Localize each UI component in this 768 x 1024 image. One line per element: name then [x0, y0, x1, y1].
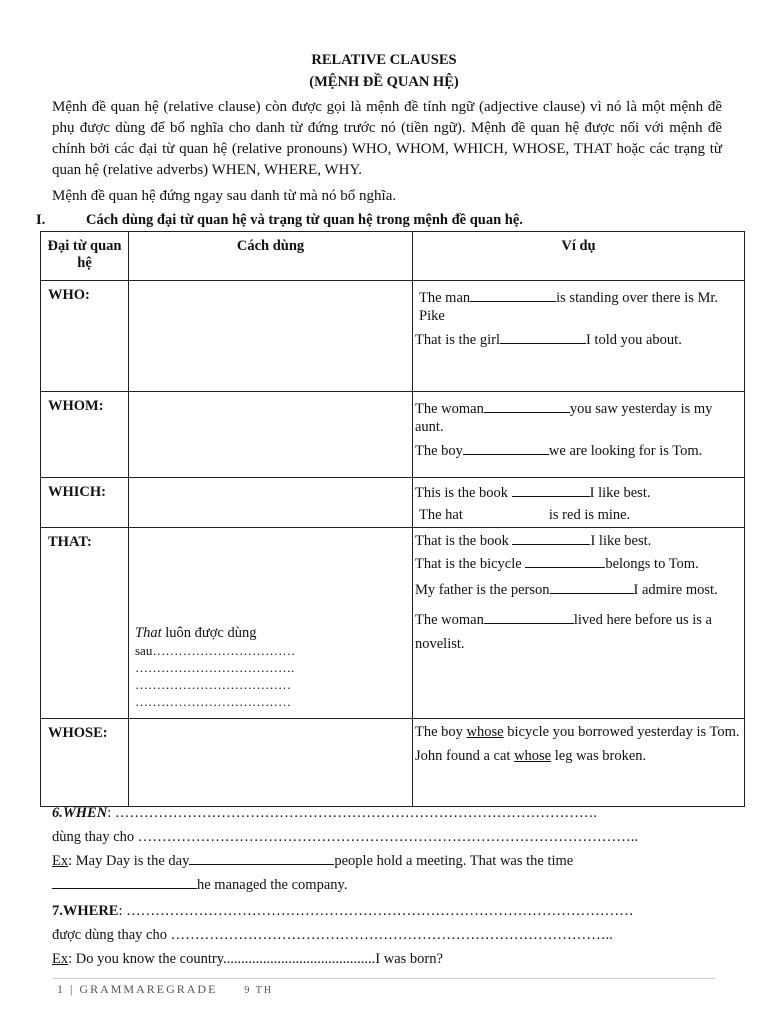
footer-grade: 9 TH: [244, 985, 274, 996]
usage-that-text: That luôn được dùng: [135, 625, 257, 641]
pronoun-cell: [41, 392, 129, 478]
pronoun-cell: [41, 719, 129, 807]
answer-blank[interactable]: [484, 611, 574, 624]
answer-blank[interactable]: [189, 852, 334, 865]
page-footer: [57, 982, 273, 997]
answer-blank[interactable]: [484, 400, 570, 413]
example-cell-that: [413, 528, 745, 719]
where-section: [52, 899, 732, 971]
answer-blank[interactable]: [52, 876, 197, 889]
when-example-line: he managed the company.: [52, 873, 732, 897]
example-line: The hat is red is mine.: [419, 507, 631, 523]
answer-blank[interactable]: [463, 442, 549, 455]
pronoun-that: THAT:: [48, 534, 92, 550]
where-usage-line: được dùng thay cho ………………………………………………………………………………..: [52, 927, 613, 943]
example-line: That is the book I like best.: [415, 533, 652, 549]
usage-cell-whom: [129, 392, 413, 478]
example-line: The boy we are looking for is Tom.: [415, 443, 703, 459]
table-row: [41, 528, 745, 719]
pronoun-cell: [41, 528, 129, 719]
relative-pronoun-table: [40, 231, 745, 807]
example-line: This is the book I like best.: [415, 485, 651, 501]
header-usage: Cách dùng: [129, 232, 413, 281]
table-row: [41, 719, 745, 807]
when-section: [52, 801, 732, 897]
usage-cell-who: [129, 281, 413, 392]
where-heading-line: 7.WHERE: ……………………………………………………………………………………………: [52, 903, 634, 919]
pronoun-cell: [41, 478, 129, 528]
when-heading-line: 6.WHEN: ……………………………………………………………………………………….: [52, 805, 597, 821]
usage-cell-which: [129, 478, 413, 528]
example-cell-whose: [413, 719, 745, 807]
example-line: The man is standing over there is Mr. Pike: [419, 290, 719, 324]
example-line: John found a cat whose leg was broken.: [415, 748, 647, 764]
example-line: The woman you saw yesterday is my aunt.: [415, 401, 713, 435]
answer-blank[interactable]: [512, 484, 590, 497]
example-line: That is the bicycle belongs to Tom.: [415, 556, 699, 572]
usage-that-dots: sau……………………………: [135, 643, 296, 658]
example-cell-whom: [413, 392, 745, 478]
table-row: [41, 392, 745, 478]
when-example-line: Ex: May Day is the day people hold a meeting. That was the time: [52, 853, 574, 869]
pronoun-which: WHICH:: [48, 484, 106, 500]
header-pronoun: Đại từ quan hệ: [41, 232, 129, 281]
section-text: Cách dùng đại từ quan hệ và trạng từ quan hệ trong mệnh đề quan hệ.: [86, 212, 523, 228]
when-usage-line: dùng thay cho …………………………………………………………………………………………..: [52, 829, 639, 845]
table-header-row: [41, 232, 745, 281]
footer-divider: [52, 978, 716, 979]
pronoun-cell: [41, 281, 129, 392]
answer-dots[interactable]: ..........................................: [223, 951, 376, 967]
example-line: That is the girl I told you about.: [415, 332, 682, 348]
page-subtitle: (MỆNH ĐỀ QUAN HỆ): [309, 74, 459, 90]
section-heading: [36, 212, 523, 229]
page-title: RELATIVE CLAUSES: [311, 52, 457, 68]
usage-cell-that: [129, 528, 413, 719]
usage-cell-whose: [129, 719, 413, 807]
answer-blank[interactable]: [512, 532, 590, 545]
example-line: The boy whose bicycle you borrowed yesterday is Tom.: [415, 724, 740, 740]
answer-blank[interactable]: [470, 289, 556, 302]
example-line: The woman lived here before us is a novelist.: [415, 612, 712, 652]
intro-note: Mệnh đề quan hệ đứng ngay sau danh từ mà nó bổ nghĩa.: [52, 188, 397, 204]
usage-that-dots: ………………………………: [135, 677, 291, 692]
footer-text: GRAMMAREGRADE: [79, 982, 218, 996]
page-number: 1 |: [57, 982, 75, 996]
table-row: [41, 281, 745, 392]
answer-blank[interactable]: [550, 581, 634, 594]
usage-that-dots: ……………………………….: [135, 660, 295, 675]
example-cell-who: [413, 281, 745, 392]
section-number: I.: [36, 212, 46, 228]
pronoun-whom: WHOM:: [48, 398, 104, 414]
intro-paragraph: Mệnh đề quan hệ (relative clause) còn được gọi là mệnh đề tính ngữ (adjective clause) vì nó là một mệnh đề phụ được dùng để bổ nghĩa cho danh từ đứng trước nó (tiền ngữ). Mệnh đề quan hệ được nối với mệnh đề chính bởi các đại từ quan hệ (relative pronouns) WHO, WHOM, WHICH, WHOSE, THAT hoặc các trạng từ quan hệ (relative adverbs) WHEN, WHERE, WHY.: [52, 99, 722, 178]
answer-blank[interactable]: [500, 331, 586, 344]
where-example-line: Ex: Do you know the country..........................................I was born?: [52, 951, 443, 967]
pronoun-who: WHO:: [48, 287, 90, 303]
example-cell-which: [413, 478, 745, 528]
table-row: [41, 478, 745, 528]
header-example: Ví dụ: [413, 232, 745, 281]
pronoun-whose: WHOSE:: [48, 725, 108, 741]
answer-blank[interactable]: [525, 555, 605, 568]
example-line: My father is the person I admire most.: [415, 582, 718, 598]
usage-that-dots: ………………………………: [135, 694, 291, 709]
